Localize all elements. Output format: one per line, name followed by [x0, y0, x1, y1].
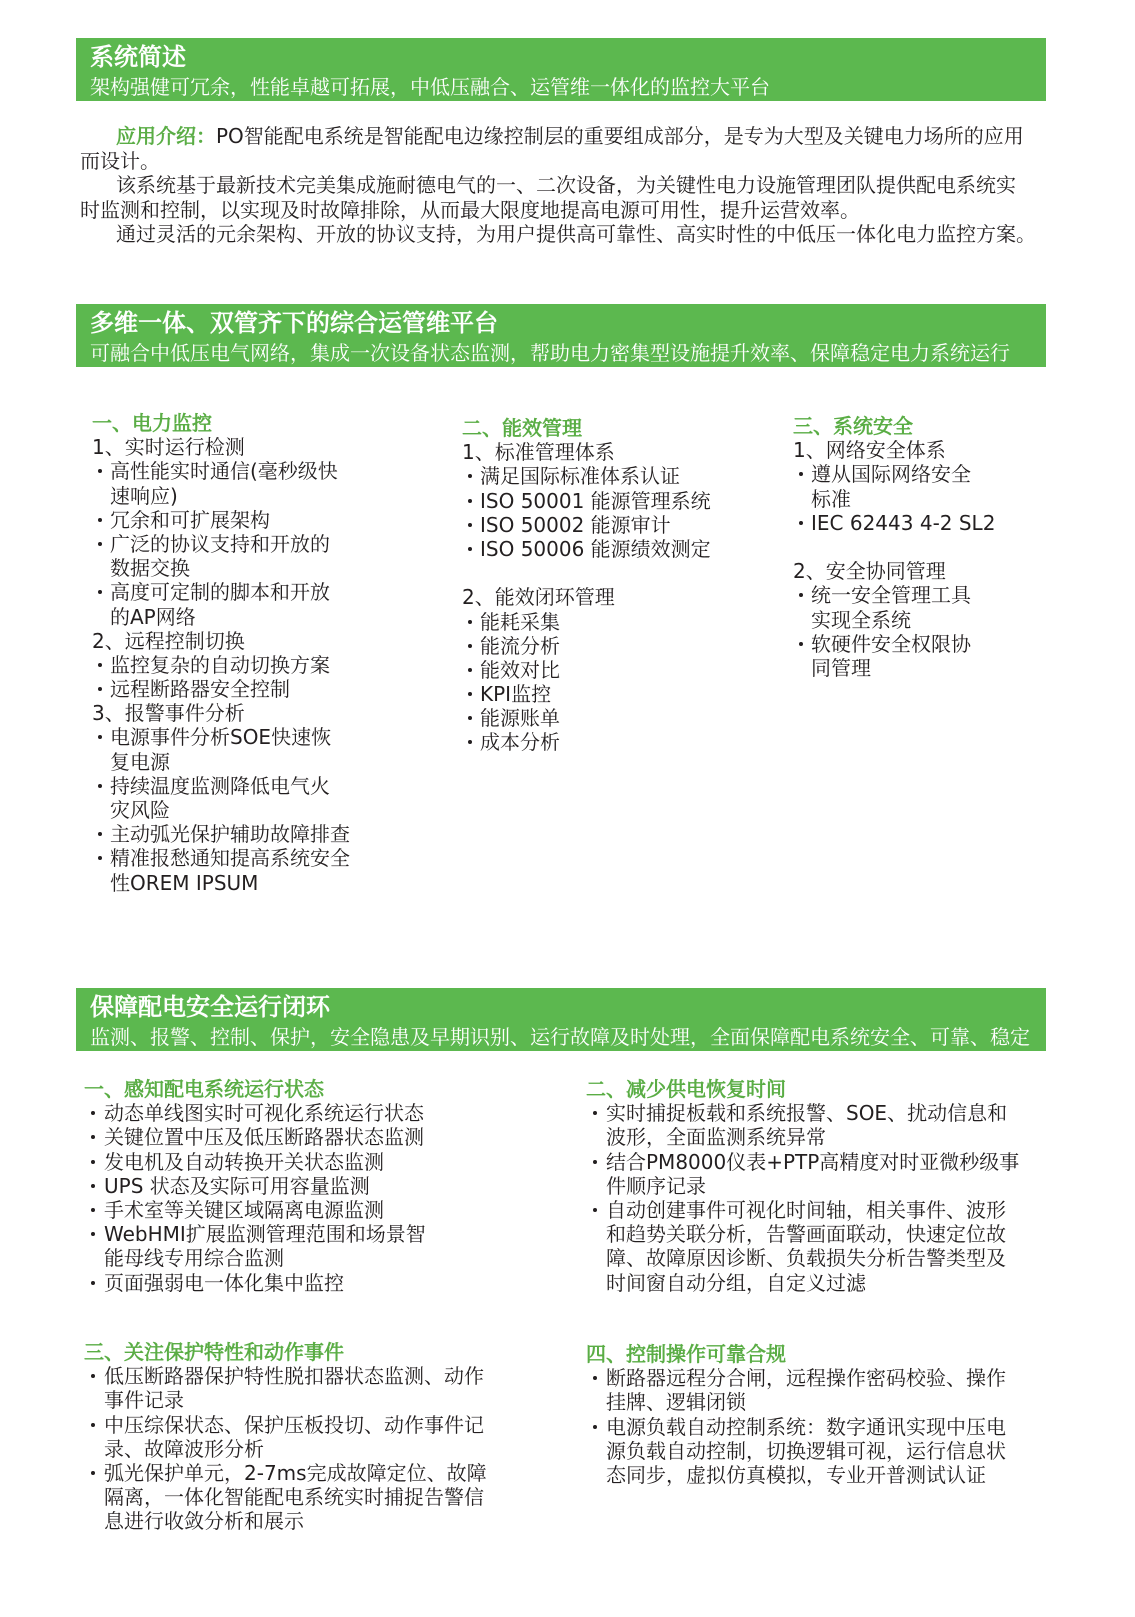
list-item-text: 波形，全面监测系统异常 — [606, 1125, 826, 1150]
list-item-text: 关键位置中压及低压断路器状态监测 — [104, 1125, 424, 1150]
list-item — [462, 706, 711, 730]
group-spacer — [462, 561, 711, 585]
list-item — [92, 580, 350, 628]
recovery-time-block — [586, 1077, 1019, 1295]
overview-banner — [76, 38, 1046, 101]
list-item — [92, 459, 350, 507]
list-item-text: 件顺序记录 — [606, 1173, 706, 1198]
paragraph-line: 而设计。 — [80, 148, 160, 173]
list-item — [462, 610, 711, 634]
list-item — [462, 634, 711, 658]
list-item — [586, 1415, 1006, 1488]
list-item-text: ISO 50001 能源管理系统 — [480, 488, 711, 513]
list-item-text: 隔离，一体化智能配电系统实时捕捉告警信 — [104, 1485, 484, 1510]
list-item-text: 弧光保护单元，2-7ms完成故障定位、故障 — [104, 1460, 487, 1485]
energy-efficiency-column — [462, 416, 711, 755]
list-item — [92, 508, 350, 532]
list-item — [92, 532, 350, 580]
list-item-text: 态同步，虚拟仿真模拟，专业开普测试认证 — [606, 1462, 986, 1487]
paragraph-line — [80, 124, 1036, 149]
column-heading: 三、系统安全 — [793, 414, 913, 438]
column-heading: 二、能效管理 — [462, 416, 582, 440]
list-item-text: 事件记录 — [104, 1388, 184, 1413]
list-item-text: 动态单线图实时可视化系统运行状态 — [104, 1101, 424, 1126]
list-item-text: 发电机及自动转换开关状态监测 — [104, 1149, 384, 1174]
list-item — [586, 1198, 1019, 1295]
list-item-text: 监控复杂的自动切换方案 — [110, 652, 330, 677]
list-item-text: 中压综保状态、保护压板投切、动作事件记 — [104, 1412, 484, 1437]
list-item — [586, 1101, 1019, 1149]
overview-subtitle: 架构强健可冗余，性能卓越可拓展，中低压融合、运管维一体化的监控大平台 — [90, 75, 770, 99]
list-item-text: 成本分析 — [480, 730, 560, 755]
list-item — [92, 774, 350, 822]
list-item-text: ISO 50006 能源绩效测定 — [480, 536, 711, 561]
list-item-text: UPS 状态及实际可用容量监测 — [104, 1173, 370, 1198]
overview-body — [80, 124, 1036, 247]
list-item — [84, 1198, 426, 1222]
group-spacer — [793, 535, 995, 559]
control-compliance-block — [586, 1342, 1006, 1487]
block-heading: 一、感知配电系统运行状态 — [84, 1077, 324, 1101]
paragraph-text: PO智能配电系统是智能配电边缘控制层的重要组成部分，是专为大型及关键电力场所的应用 — [216, 124, 1024, 148]
list-item-text: 软硬件安全权限协 — [811, 631, 971, 656]
column-heading: 一、电力监控 — [92, 411, 212, 435]
list-item — [92, 725, 350, 773]
list-item-text: 结合PM8000仪表+PTP高精度对时亚微秒级事 — [606, 1149, 1020, 1174]
list-item-text: 时间窗自动分组，自定义过滤 — [606, 1270, 866, 1295]
list-item-text: IEC 62443 4-2 SL2 — [811, 510, 996, 535]
list-item-text: 能源账单 — [480, 706, 560, 731]
list-item — [92, 846, 350, 894]
list-item-text: 速响应) — [110, 483, 178, 508]
list-item — [84, 1125, 426, 1149]
list-item-text: 能耗采集 — [480, 609, 560, 634]
list-item-text: 持续温度监测降低电气火 — [110, 773, 330, 798]
system-security-column — [793, 414, 995, 680]
list-item-text: 自动创建事件可视化时间轴，相关事件、波形 — [606, 1197, 1006, 1222]
list-item-text: 主动弧光保护辅助故障排查 — [110, 822, 350, 847]
paragraph-line: 通过灵活的元余架构、开放的协议支持，为用户提供高可靠性、高实时性的中低压一体化电力监控方案。 — [116, 222, 1036, 246]
group-label: 1、标准管理体系 — [462, 440, 615, 465]
list-item-text: 源负载自动控制，切换逻辑可视，运行信息状 — [606, 1438, 1006, 1463]
list-item-text: 能效对比 — [480, 657, 560, 682]
power-monitoring-column — [92, 411, 350, 895]
list-item — [462, 658, 711, 682]
list-item-text: 冗余和可扩展架构 — [110, 507, 270, 532]
list-item-text: 数据交换 — [110, 556, 190, 581]
list-item — [462, 682, 711, 706]
group-label: 1、实时运行检测 — [92, 435, 245, 460]
list-item-text: 电源负载自动控制系统：数字通讯实现中压电 — [606, 1414, 1006, 1439]
list-item — [84, 1174, 426, 1198]
list-item — [793, 462, 995, 510]
list-item — [462, 537, 711, 561]
list-item-text: 挂牌、逻辑闭锁 — [606, 1390, 746, 1415]
list-item-text: 精准报愁通知提高系统安全 — [110, 846, 350, 871]
list-item — [84, 1271, 426, 1295]
paragraph-line: 该系统基于最新技术完美集成施耐德电气的一、二次设备，为关键性电力设施管理团队提供配电系统实 — [116, 173, 1016, 197]
list-item-text: 电源事件分析SOE快速恢 — [110, 725, 332, 750]
list-item-text: 复电源 — [110, 749, 170, 774]
list-item-text: KPI监控 — [480, 682, 552, 707]
list-item-text: 息进行收敛分析和展示 — [104, 1509, 304, 1534]
block-heading: 二、减少供电恢复时间 — [586, 1077, 786, 1101]
group-label: 2、能效闭环管理 — [462, 585, 615, 610]
paragraph-line: 时监测和控制，以实现及时故障排除，从而最大限度地提高电源可用性，提升运营效率。 — [80, 197, 860, 222]
list-item-text: 实现全系统 — [811, 607, 911, 632]
list-item-text: 页面强弱电一体化集中监控 — [104, 1270, 344, 1295]
group-label: 2、远程控制切换 — [92, 628, 245, 653]
list-item-text: 遵从国际网络安全 — [811, 462, 971, 487]
group-label: 1、网络安全体系 — [793, 438, 946, 463]
list-item — [462, 513, 711, 537]
closed-loop-banner — [76, 988, 1046, 1051]
list-item — [84, 1364, 487, 1412]
list-item — [92, 822, 350, 846]
list-item-text: 标准 — [811, 486, 851, 511]
overview-title: 系统简述 — [90, 43, 186, 71]
list-item — [84, 1150, 426, 1174]
list-item-text: 灾风险 — [110, 798, 170, 822]
list-item-text: 和趋势关联分析，告警画面联动，快速定位故 — [606, 1222, 1006, 1247]
list-item-text: 广泛的协议支持和开放的 — [110, 531, 330, 556]
platform-title: 多维一体、双管齐下的综合运管维平台 — [90, 309, 498, 337]
list-item — [586, 1366, 1006, 1414]
list-item — [84, 1222, 426, 1270]
block-heading: 三、关注保护特性和动作事件 — [84, 1340, 344, 1364]
status-awareness-block — [84, 1077, 426, 1295]
list-item — [84, 1101, 426, 1125]
closed-loop-title: 保障配电安全运行闭环 — [90, 993, 330, 1021]
list-item-text: 远程断路器安全控制 — [110, 677, 290, 702]
block-heading: 四、控制操作可靠合规 — [586, 1342, 786, 1366]
group-label: 2、安全协同管理 — [793, 559, 946, 584]
list-item — [793, 583, 995, 631]
list-item-text: 实时捕捉板载和系统报警、SOE、扰动信息和 — [606, 1101, 1008, 1126]
list-item — [92, 677, 350, 701]
list-item — [84, 1413, 487, 1461]
group-label: 3、报警事件分析 — [92, 701, 245, 726]
list-item-text: 的AP网络 — [110, 604, 196, 629]
list-item — [586, 1150, 1019, 1198]
list-item — [84, 1461, 487, 1534]
list-item-text: 能流分析 — [480, 633, 560, 658]
list-item — [462, 730, 711, 754]
list-item-text: 性OREM IPSUM — [110, 870, 259, 895]
list-item-text: 高度可定制的脚本和开放 — [110, 580, 330, 605]
list-item — [92, 653, 350, 677]
list-item — [462, 464, 711, 488]
list-item-text: WebHMI扩展监测管理范围和场景智 — [104, 1222, 426, 1247]
list-item — [793, 632, 995, 680]
platform-subtitle: 可融合中低压电气网络，集成一次设备状态监测，帮助电力密集型设施提升效率、保障稳定电力系统运行 — [90, 341, 1010, 365]
intro-label: 应用介绍： — [116, 124, 216, 148]
list-item — [462, 489, 711, 513]
list-item-text: 低压断路器保护特性脱扣器状态监测、动作 — [104, 1364, 484, 1389]
platform-banner — [76, 304, 1046, 367]
list-item-text: 断路器远程分合闸，远程操作密码校验、操作 — [606, 1366, 1006, 1391]
list-item-text: ISO 50002 能源审计 — [480, 512, 671, 537]
list-item-text: 手术室等关键区域隔离电源监测 — [104, 1197, 384, 1222]
list-item-text: 障、故障原因诊断、负载损失分析告警类型及 — [606, 1246, 1006, 1271]
protection-events-block — [84, 1340, 487, 1534]
list-item-text: 录、故障波形分析 — [104, 1436, 264, 1461]
list-item-text: 能母线专用综合监测 — [104, 1246, 284, 1271]
closed-loop-subtitle: 监测、报警、控制、保护，安全隐患及早期识别、运行故障及时处理，全面保障配电系统安全、可靠、稳定 — [90, 1025, 1030, 1049]
list-item-text: 统一安全管理工具 — [811, 583, 971, 608]
list-item-text: 满足国际标准体系认证 — [480, 464, 680, 489]
list-item-text: 高性能实时通信(毫秒级快 — [110, 459, 338, 484]
list-item — [793, 511, 995, 535]
list-item-text: 同管理 — [811, 655, 871, 680]
